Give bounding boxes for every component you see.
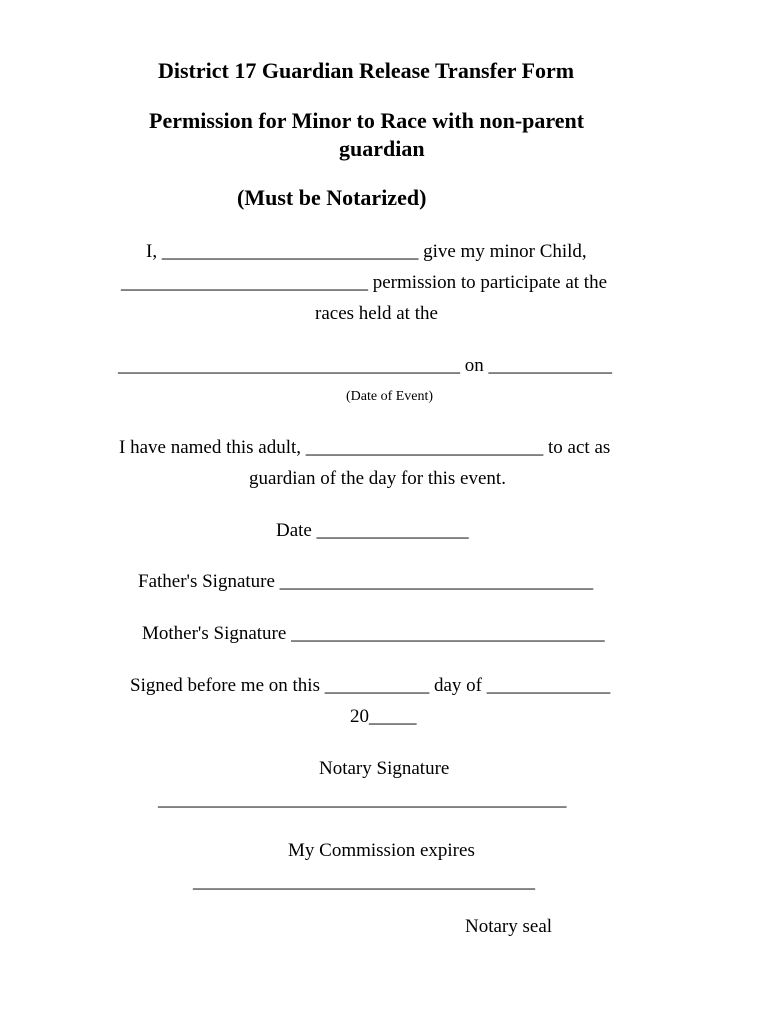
mother-signature-field: Mother's Signature _________________________________ — [142, 623, 605, 644]
races-held-line: races held at the — [315, 303, 438, 324]
notarized-notice: (Must be Notarized) — [237, 185, 427, 210]
form-title: District 17 Guardian Release Transfer Form — [158, 58, 575, 83]
father-signature-field: Father's Signature _________________________________ — [138, 571, 594, 592]
notary-signature-label: Notary Signature — [319, 758, 450, 779]
notary-seal-label: Notary seal — [465, 916, 553, 937]
notary-signature-line: ___________________________________________ — [158, 789, 567, 810]
date-field: Date ________________ — [276, 520, 469, 541]
form-subtitle-line2: guardian — [339, 136, 425, 161]
form-subtitle-line1: Permission for Minor to Race with non-parent — [149, 108, 585, 133]
event-location-date-line: ____________________________________ on _____________ — [118, 355, 612, 376]
year-field: 20_____ — [350, 706, 417, 727]
guardian-of-day-line: guardian of the day for this event. — [249, 468, 506, 489]
signed-before-me-line: Signed before me on this ___________ day of _____________ — [130, 675, 611, 696]
date-of-event-caption: (Date of Event) — [346, 389, 434, 404]
commission-expires-line: ____________________________________ — [193, 871, 535, 892]
parent-statement-line: I, ___________________________ give my minor Child, — [146, 241, 587, 262]
child-permission-line: __________________________ permission to participate at the — [121, 272, 608, 293]
guardian-named-line: I have named this adult, _________________________ to act as — [119, 437, 611, 458]
commission-expires-label: My Commission expires — [288, 840, 475, 861]
